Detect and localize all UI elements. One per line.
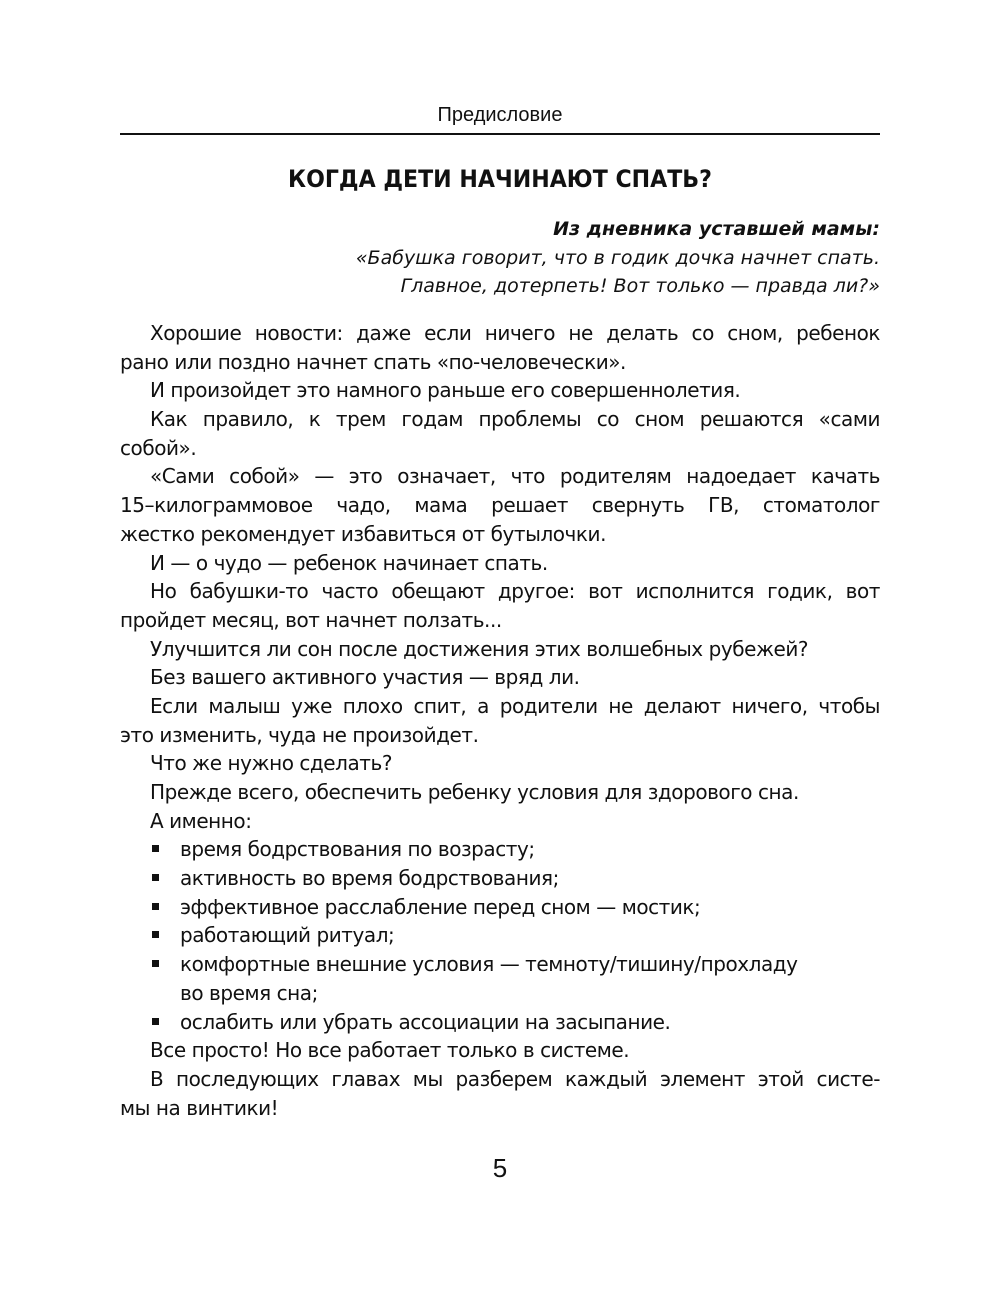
list-item-line xyxy=(120,835,880,864)
bullet-icon xyxy=(152,1018,159,1025)
text-line: В последующих главах мы разберем каждый элемент этой систе- xyxy=(150,1066,880,1091)
text-line: жестко рекомендует избавиться от бутылочки. xyxy=(120,521,607,546)
page-number: 5 xyxy=(492,1153,508,1183)
paragraph xyxy=(120,749,880,778)
text-line: Хорошие новости: даже если ничего не делать со сном, ребенок xyxy=(150,321,880,345)
bulleted-list xyxy=(120,835,880,1036)
list-item-line xyxy=(120,921,880,950)
bullet-icon xyxy=(152,931,159,938)
epigraph-line: Главное, дотерпеть! Вот только — правда ли?» xyxy=(400,275,880,298)
list-item-line xyxy=(120,893,880,922)
list-item-text: активность во время бодрствования; xyxy=(180,866,559,891)
list-item-line xyxy=(120,1008,880,1037)
paragraph xyxy=(120,692,880,749)
text-line: 15–килограммовое чадо, мама решает свернуть ГВ, стоматолог xyxy=(120,493,880,518)
list-item xyxy=(120,921,880,950)
text-line: А именно: xyxy=(150,808,252,833)
text-line: это изменить, чуда не произойдет. xyxy=(120,722,479,747)
list-item-text: работающий ритуал; xyxy=(180,923,395,948)
paragraph xyxy=(120,807,880,836)
paragraph xyxy=(120,1036,880,1065)
text-line: И — о чудо — ребенок начинает спать. xyxy=(150,550,548,575)
text-line: Без вашего активного участия — вряд ли. xyxy=(150,665,580,690)
paragraph xyxy=(120,462,880,548)
list-item xyxy=(120,864,880,893)
epigraph xyxy=(180,214,880,300)
bullet-icon xyxy=(152,960,159,967)
paragraph xyxy=(120,635,880,664)
text-line: собой». xyxy=(120,435,197,460)
bullet-icon xyxy=(152,874,159,881)
paragraph xyxy=(120,577,880,634)
list-item-text: во время сна; xyxy=(180,980,318,1005)
list-item-line xyxy=(120,864,880,893)
list-item-text: время бодрствования по возрасту; xyxy=(180,837,535,862)
epigraph-source: Из дневника уставшей мамы: xyxy=(553,218,880,240)
bullet-icon xyxy=(152,845,159,852)
text-line: Прежде всего, обеспечить ребенку условия для здорового сна. xyxy=(150,780,799,804)
text-line: рано или поздно начнет спать «по-человечески». xyxy=(120,349,626,374)
text-line: Но бабушки-то часто обещают другое: вот исполнится годик, вот xyxy=(150,579,880,604)
epigraph-line: «Бабушка говорит, что в годик дочка начнет спать. xyxy=(355,246,880,269)
chapter-title: КОГДА ДЕТИ НАЧИНАЮТ СПАТЬ? xyxy=(288,165,712,193)
text-line: Все просто! Но все работает только в системе. xyxy=(150,1038,630,1063)
list-item xyxy=(120,950,880,1007)
list-item-line xyxy=(120,950,880,979)
text-line: Если малыш уже плохо спит, а родители не делают ничего, чтобы xyxy=(150,693,880,718)
list-item xyxy=(120,835,880,864)
paragraph xyxy=(120,405,880,462)
bullet-icon xyxy=(152,903,159,910)
list-item xyxy=(120,1008,880,1037)
paragraph xyxy=(120,376,880,405)
list-item-text: ослабить или убрать ассоциации на засыпание. xyxy=(180,1009,671,1034)
paragraph xyxy=(120,663,880,692)
list-item-text: комфортные внешние условия — темноту/тишину/прохладу xyxy=(180,952,798,977)
list-item xyxy=(120,893,880,922)
text-line: И произойдет это намного раньше его совершеннолетия. xyxy=(150,378,741,403)
text-line: Улучшится ли сон после достижения этих волшебных рубежей? xyxy=(150,636,809,661)
body-text xyxy=(120,319,880,1122)
text-line: «Сами собой» — это означает, что родителям надоедает качать xyxy=(150,464,880,489)
text-line: мы на винтики! xyxy=(120,1095,279,1120)
text-line: Как правило, к трем годам проблемы со сном решаются «сами xyxy=(150,407,880,432)
header-rule xyxy=(120,133,880,135)
paragraph xyxy=(120,1065,880,1122)
paragraph xyxy=(120,319,880,376)
text-line: Что же нужно сделать? xyxy=(150,751,393,776)
running-head: Предисловие xyxy=(437,104,563,126)
text-line: пройдет месяц, вот начнет ползать... xyxy=(120,607,502,632)
paragraph xyxy=(120,549,880,578)
list-item-text: эффективное расслабление перед сном — мостик; xyxy=(180,894,701,919)
paragraph xyxy=(120,778,880,807)
